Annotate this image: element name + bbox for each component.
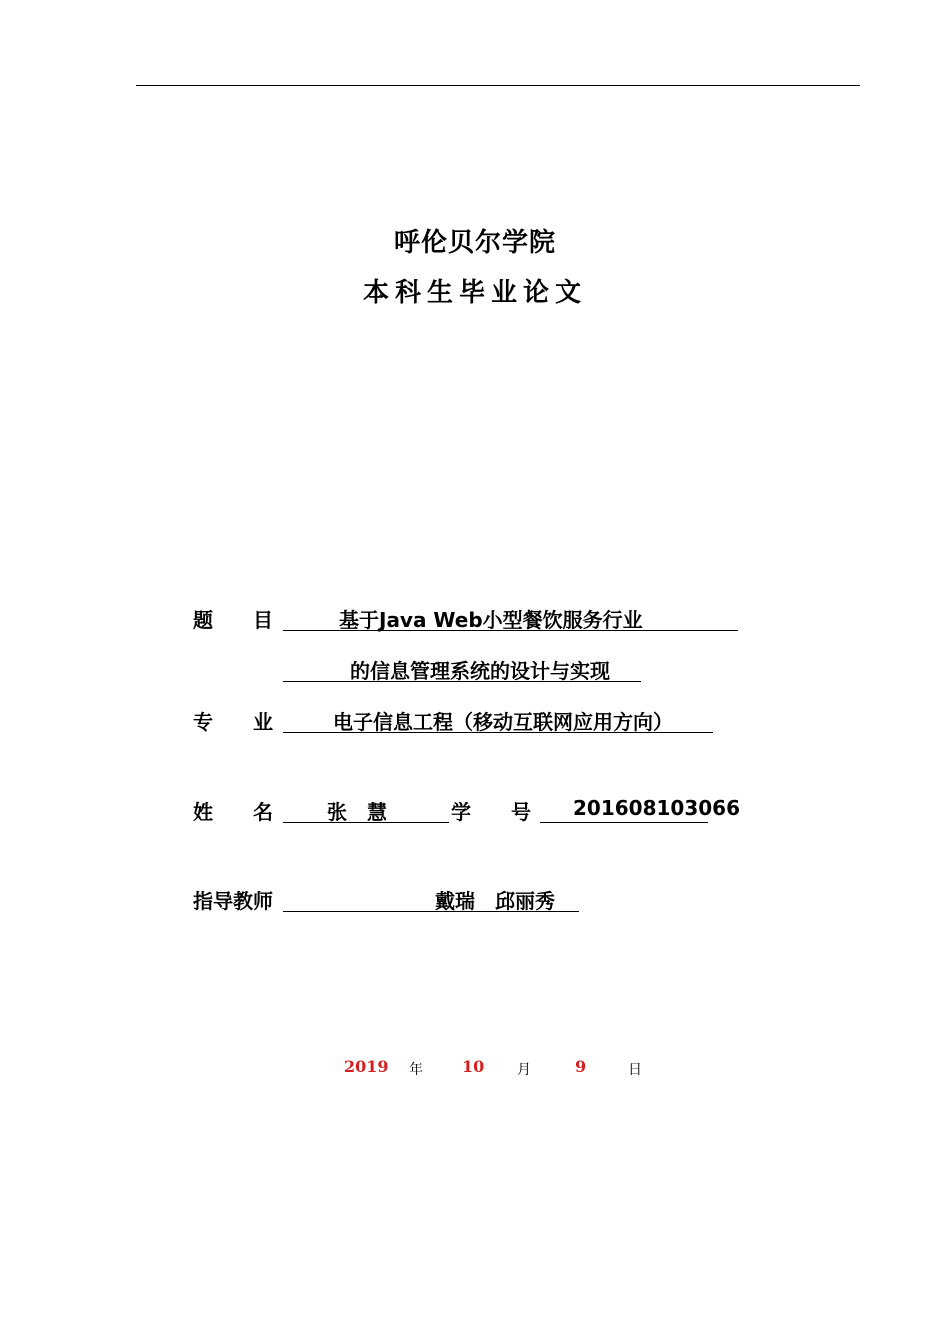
header-rule: [136, 85, 860, 86]
advisor-row: [193, 885, 753, 915]
date-day-unit: 日: [628, 1062, 642, 1078]
thesis-title-row: [193, 604, 753, 634]
document-type: 本科生毕业论文: [362, 278, 587, 308]
student-id-value: 201608103066: [573, 796, 740, 820]
name-label: 姓 名: [193, 800, 273, 824]
name-value: 张 慧: [327, 800, 387, 824]
name-id-row: [193, 796, 753, 826]
thesis-title-line1: 基于Java Web小型餐饮服务行业: [339, 608, 643, 632]
student-id-label: 学 号: [451, 800, 531, 824]
date-day: 9: [575, 1057, 587, 1076]
date-year: 2019: [344, 1057, 389, 1076]
date-month: 10: [462, 1057, 485, 1076]
thesis-title-row-2: [193, 655, 753, 685]
major-row: [193, 706, 753, 736]
university-name: 呼伦贝尔学院: [393, 228, 556, 258]
thesis-title-label: 题 目: [193, 608, 273, 632]
date-year-unit: 年: [409, 1062, 423, 1078]
major-value: 电子信息工程（移动互联网应用方向）: [333, 710, 673, 734]
major-label: 专 业: [193, 710, 273, 734]
advisor-value: 戴瑞 邱丽秀: [435, 889, 555, 913]
thesis-title-line2: 的信息管理系统的设计与实现: [350, 659, 610, 683]
advisor-label: 指导教师: [193, 889, 273, 913]
date-month-unit: 月: [517, 1062, 531, 1078]
